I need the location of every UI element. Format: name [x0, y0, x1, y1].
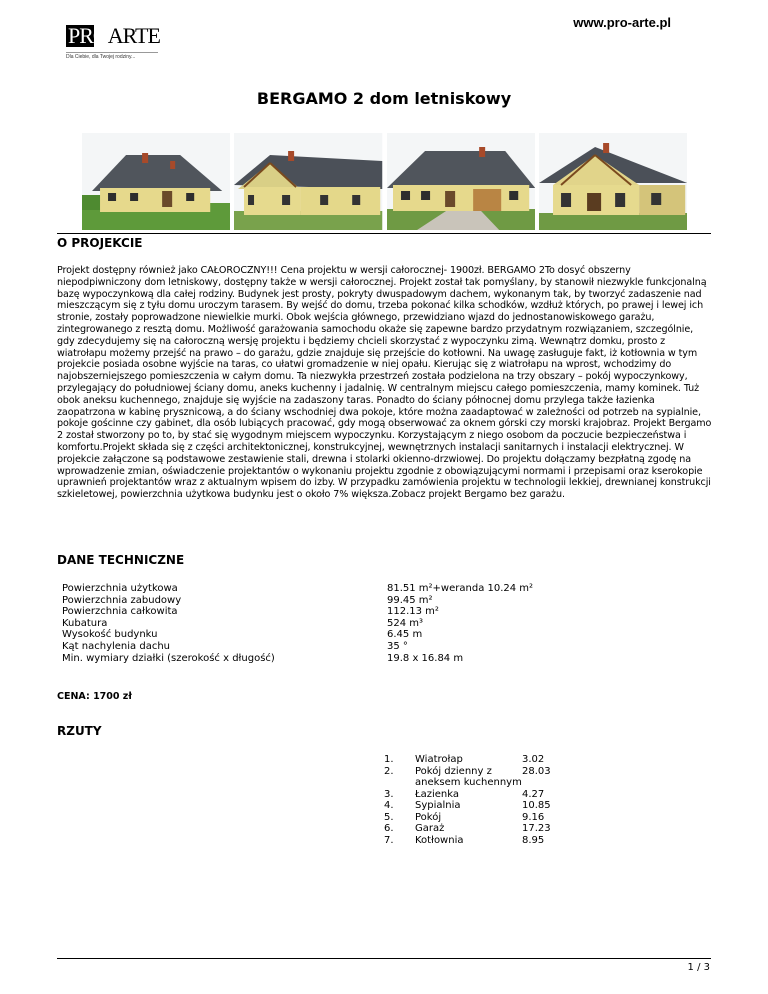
- room-area: 10.85: [522, 800, 551, 811]
- house-side-photo-right: [539, 133, 687, 230]
- plans-heading: RZUTY: [57, 724, 102, 738]
- technical-heading: DANE TECHNICZNE: [57, 553, 185, 567]
- spec-value: 99.45 m²: [387, 594, 433, 606]
- room-number: 3.: [384, 788, 394, 800]
- spec-value: 112.13 m²: [387, 606, 439, 618]
- spec-value: 6.45 m: [387, 629, 423, 641]
- room-name: Pokój dzienny z aneksem kuchennym: [415, 765, 522, 788]
- spec-row: [62, 583, 662, 595]
- spec-label: Kąt nachylenia dachu: [62, 640, 171, 652]
- spec-row: [62, 629, 662, 641]
- house-gallery: [82, 133, 687, 230]
- spec-row: [62, 595, 662, 607]
- section-divider: [57, 233, 711, 234]
- room-number: 6.: [384, 823, 394, 834]
- spec-value: 19.8 x 16.84 m: [387, 652, 464, 664]
- price-value: 1700 zł: [93, 691, 132, 702]
- logo-text: PROARTE: [68, 23, 160, 48]
- logo-rule: [66, 52, 158, 53]
- site-url[interactable]: www.pro-arte.pl: [573, 15, 671, 30]
- room-name: Łazienka: [415, 788, 460, 800]
- spec-label: Powierzchnia użytkowa: [62, 583, 178, 594]
- room-area: 28.03: [522, 765, 551, 777]
- spec-label: Wysokość budynku: [62, 629, 158, 641]
- pro-arte-logo: [66, 23, 166, 67]
- spec-row: [62, 618, 662, 630]
- room-name: Kotłownia: [415, 834, 464, 846]
- list-item: [384, 766, 551, 789]
- spec-label: Powierzchnia zabudowy: [62, 594, 182, 606]
- list-item: [384, 823, 551, 835]
- list-item: [384, 812, 551, 824]
- spec-row: [62, 641, 662, 653]
- list-item: [384, 754, 551, 766]
- list-item: [384, 835, 551, 847]
- spec-label: Powierzchnia całkowita: [62, 606, 178, 618]
- list-item: [384, 800, 551, 812]
- spec-label: Kubatura: [62, 617, 108, 629]
- logo-tagline: Dla Ciebie, dla Twojej rodziny...: [66, 54, 136, 60]
- room-name: Pokój: [415, 811, 442, 823]
- room-list: [384, 754, 551, 846]
- room-area: 8.95: [522, 834, 545, 846]
- footer-divider: [57, 958, 711, 959]
- spec-row: [62, 653, 662, 665]
- spec-label: Min. wymiary działki (szerokość x długość): [62, 652, 275, 664]
- list-item: [384, 789, 551, 801]
- house-front-photo: [82, 133, 230, 230]
- room-name: Sypialnia: [415, 800, 461, 811]
- house-garage-photo: [387, 133, 535, 230]
- about-text: Projekt dostępny również jako CAŁOROCZNY!!! Cena projektu w wersji całorocznej- 1900zł. BERGAMO 2To dosyć obszerny niepodpiwniczony dom letniskowy, dostępny także w wersji całorocznej. Projekt został tak pomyślany, by stanowił niezwykle funkcjonalną bazę wypoczynkową dla całej rodziny. Budynek jest prosty, pokryty dwuspadowym dachem, wykonanym tak, by tworzyć zadaszenie nad mieszczącym się z tyłu domu uroczym tarasem. By wejść do domu, trzeba pokonać kilka schodków, wzdłuż których, po prawej i lewej ich stronie, zostały poprowadzone niewielkie murki. Obok wejścia głównego, przewidziano wjazd do jednostanowiskowego garażu, zintegrowanego z resztą domu. Możliwość garażowania samochodu okaże się zapewne bardzo przydatnym rozwiązaniem, szczególnie, gdy zdecydujemy się na całoroczną wersję projektu i będziemy chcieli skorzystać z wypoczynku zimą. Wewnątrz domku, prosto z wiatrołapu możemy przejść na prawo – do garażu, gdzie znajduje się przejście do kotłowni. Na uwagę zasługuje fakt, iż kotłownia w tym projekcie posiada osobne wyjście na taras, co ułatwi gromadzenie w niej opału. Kierując się z wiatrołapu na wprost, wchodzimy do najobszerniejszego pomieszczenia w całym domu. Ta niezwykła przestrzeń została podzielona na trzy obszary – pokój wypoczynkowy, przylegający do południowej ściany domu, aneks kuchenny i jadalnię. W centralnym miejscu całego pomieszczenia, mamy kominek. Tuż obok aneksu kuchennego, znajduje się wyjście na zadaszony taras. Ponadto do ściany północnej domu przylega także łazienka zaopatrzona w kabinę prysznicową, a do ściany wschodniej dwa pokoje, które można zaadaptować w zależności od potrzeb na sypialnie, pokoje gościnne czy gabinet, dla osób lubiących pracować, gdy mogą obserwować za oknem górski czy morski krajobraz. Projekt Bergamo 2 został stworzony po to, by stać się wygodnym miejscem wypoczynku. Korzystającym z niego osobom da poczucie bezpieczeństwa i komfortu.Projekt składa się z części architektonicznej, konstrukcyjnej, wewnętrznych instalacji sanitarnych i instalacji elektrycznej. W projekcie załączone są podstawowe zestawienie stali, drewna i stolarki okienno-drzwiowej. Do projektu dołączamy bezpłatną zgodę na wprowadzenie zmian, oświadczenie projektantów o wykonaniu projektu zgodnie z obowiązującymi normami i przepisami oraz kserokopie uprawnień projektantów wraz z aktualnym wpisem do izby. W przypadku zamówienia projektu w technologii lekkiej, drewnianej konstrukcji szkieletowej, powierzchnia użytkowa budynku jest o około 7% większa.Zobacz projekt Bergamo bez garażu.: [57, 265, 712, 501]
- spec-value: 524 m³: [387, 617, 424, 629]
- room-number: 7.: [384, 834, 394, 846]
- room-number: 2.: [384, 765, 394, 777]
- spec-value: 81.51 m²+weranda 10.24 m²: [387, 583, 534, 594]
- room-name: Garaż: [415, 823, 445, 834]
- room-area: 17.23: [522, 823, 551, 834]
- room-number: 1.: [384, 754, 394, 765]
- room-number: 5.: [384, 811, 394, 823]
- room-number: 4.: [384, 800, 394, 811]
- page-title: BERGAMO 2 dom letniskowy: [256, 89, 512, 108]
- price: [57, 691, 132, 702]
- room-name: Wiatrołap: [415, 754, 463, 765]
- about-heading: O PROJEKCIE: [57, 236, 143, 250]
- price-label: CENA:: [57, 691, 90, 702]
- room-area: 3.02: [522, 754, 545, 765]
- room-area: 4.27: [522, 788, 545, 800]
- spec-value: 35 °: [387, 640, 408, 652]
- page-number: 1 / 3: [687, 962, 710, 973]
- spec-row: [62, 606, 662, 618]
- technical-specs: [62, 583, 662, 664]
- room-area: 9.16: [522, 811, 545, 823]
- house-side-photo-left: [234, 133, 382, 230]
